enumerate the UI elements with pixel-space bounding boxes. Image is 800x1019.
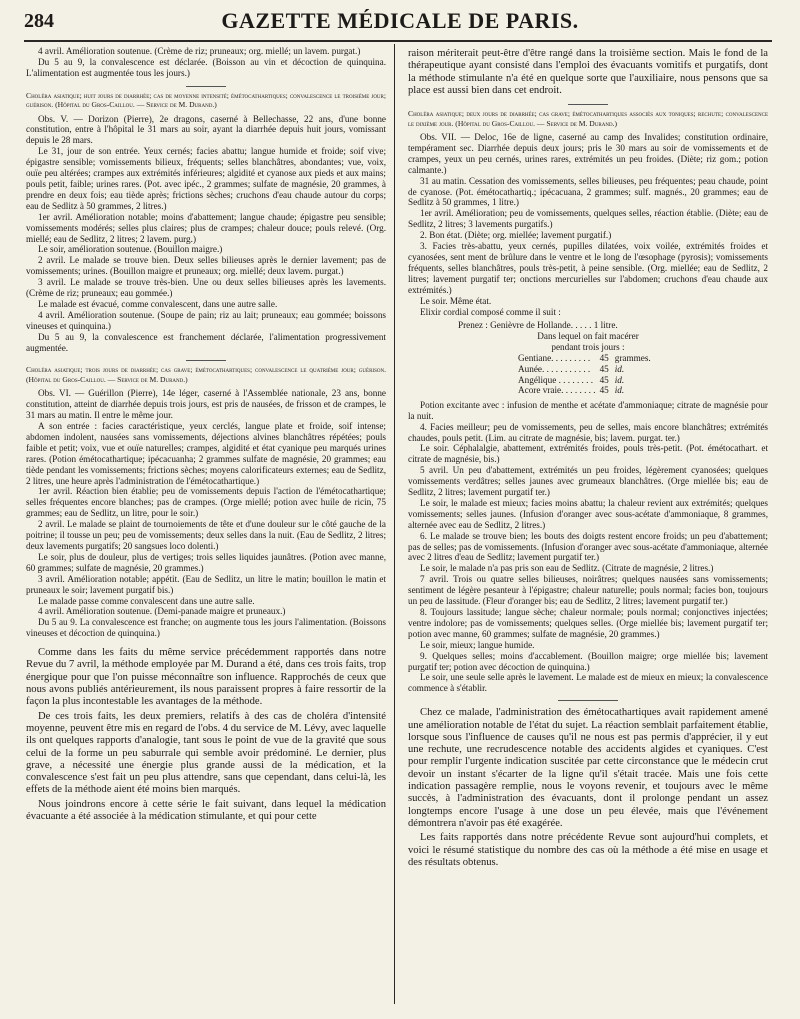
observation-7	[408, 132, 768, 176]
case-heading-7: Choléra asiatique; deux jours de diarrhée; cas grave; émétocathartiques associés aux toniques; rechute; convalescence le dixième jour. (Hôpital du Gros-Caillou. — Service de M. Durand.)	[408, 104, 768, 128]
recipe-table	[516, 353, 653, 395]
paragraph: 4 avril. Amélioration soutenue. (Demi-panade maigre et pruneaux.)	[38, 606, 286, 617]
recipe-line: pendant trois jours :	[551, 342, 625, 353]
ingredient-unit: id.	[614, 364, 625, 374]
ingredient-unit: id.	[614, 385, 625, 396]
recipe-row	[516, 375, 653, 386]
paragraph: 2. Bon état. (Diète; org. miellée; lavement purgatif.)	[420, 230, 612, 241]
ingredient-unit: grammes.	[614, 353, 651, 364]
case-heading-6: Choléra asiatique; trois jours de diarrhée; cas grave; émétocathartiques; convalescence le quatrième jour; guérison. (Hôpital du Gros-Caillou. — Service de M. Durand.)	[26, 360, 386, 384]
ingredient-qty: 45	[599, 353, 609, 364]
paragraph: 4 avril. Amélioration soutenue. (Soupe de pain; riz au lait; pruneaux; eau gommée; boissons vineuses et quinquina.)	[26, 309, 386, 331]
paragraph: Le malade est évacué, comme convalescent, dans une autre salle.	[38, 298, 278, 309]
ingredient-qty: 45	[599, 385, 609, 396]
ingredient-unit: id.	[614, 374, 625, 385]
recipe-block	[408, 320, 768, 395]
observation-text: — Deloc, 16e de ligne, caserné au camp des Invalides; constitution ordinaire, tempérament sec. Diarrhée depuis deux jours; pris le 30 mars au soir de vomissements et de crampes, yeux un peu cernés, urines rares, extrémités un peu froides. (Diète; riz gom.; potion calmante.)	[408, 132, 769, 175]
commentary-paragraph: Les faits rapportés dans notre précédente Revue sont aujourd'hui complets, et voici le résumé statistique du nombre des cas où la méthode a été mise en usage et des résultats obtenus.	[408, 832, 768, 868]
paragraph: 31 au matin. Cessation des vomissements, selles bilieuses, peu fréquentes; peau chaude, point de cyanose. (Pot. émétocathartiq.; ipécacuana, 2 grammes; sulf. magnés., 20 grammes; eau de Sedlitz à 50 grammes, 1 litre.)	[408, 175, 768, 208]
page-number: 284	[24, 10, 54, 32]
paragraph: 4 avril. Amélioration soutenue. (Crème de riz; pruneaux; org. miellé; un lavem. purgat.)	[38, 46, 361, 56]
paragraph: Le 31, jour de son entrée. Yeux cernés; facies abattu; langue humide et froide; soif vive; épigastre sensible; vomissements bilieux, fréquents; selles blanchâtres, abondantes; vue, voix, ouïe peu altérées; crampes aux extrémités inférieures; algidité et cyanose aux pieds et aux mains; pouls petit, faible; urines rares. (Pot. avec ipéc., 2 grammes; sulfate de magnésie, 20 grammes, à prendre en deux fois; eau tiède après; frictions sèches; cruchons d'eau chaude autour du corps; eau de Sedlitz à 50 grammes, 2 litres.)	[26, 146, 386, 211]
ingredient-name: Aunée. . . . . . . . . . .	[518, 364, 591, 374]
paragraph: 9. Quelques selles; moins d'accablement. (Bouillon maigre; orge miellée bis; lavement purgatif ter; potion avec décoction de quinquina.)	[408, 650, 768, 672]
observation-text: — Dorizon (Pierre), 2e dragons, caserné à Bellechasse, 22 ans, d'une bonne constitution, entre à l'hôpital le 31 mars au soir, ayant la diarrhée depuis huit jours, vomissant depuis le 28 mars.	[26, 113, 387, 146]
commentary-paragraph: De ces trois faits, les deux premiers, relatifs à des cas de choléra d'intensité moyenne, peuvent être mis en regard de l'obs. 4 du service de M. Lévy, avec laquelle ils ont quelques rapports d'analogie, tant sous le point de vue de la gravité que sous celui de la forme un peu saburrale qui semble avoir prédominé. Le dernier, plus grave, a nécessité une énergie plus grande aussi de la médication, et la convalescence s'est fait un peu plus attendre, sans que cependant, dans celui-là, les effets de la méthode aient été moins bien marqués.	[26, 710, 386, 796]
paragraph: Le soir, plus de douleur, plus de vertiges; trois selles liquides jaunâtres. (Potion avec manne, 60 grammes; sulfate de magnésie, 20 grammes.)	[26, 551, 386, 573]
paragraph: Le malade passe comme convalescent dans une autre salle.	[38, 595, 255, 606]
paragraph: Du 5 au 9. La convalescence est franche; on augmente tous les jours l'alimentation. (Boissons vineuses et décoction de quinquina.)	[26, 617, 386, 639]
paragraph: Le soir, mieux; langue humide.	[420, 639, 535, 650]
paragraph: Le soir. Même état.	[420, 295, 492, 306]
paragraph: 1er avril. Amélioration; peu de vomissements, quelques selles, réaction établie. (Diète; eau de Sedlitz, 2 litres; 3 lavements purgatifs.)	[408, 208, 768, 230]
ingredient-qty: 45	[599, 364, 609, 374]
observation-label: Obs. V.	[38, 113, 69, 124]
recipe-row	[516, 385, 653, 396]
ingredient-name: Gentiane. . . . . . . . .	[518, 353, 591, 364]
paragraph: 3 avril. Le malade se trouve très-bien. Une ou deux selles bilieuses après les lavements. (Crème de riz; pruneaux; eau gommée.)	[26, 277, 386, 299]
paragraph: Elixir cordial composé comme il suit :	[420, 306, 561, 317]
paragraph: 1er avril. Réaction bien établie; peu de vomissements depuis l'action de l'émétocathartique; selles fréquentes encore blanches; pas de crampes. (Orge miellé; potion avec huile de ricin, 75 grammes; eau de Sedlitz, un litre, pour le soir.)	[26, 486, 386, 519]
paragraph: Du 5 au 9, la convalescence est déclarée. (Boisson au vin et décoction de quinquina. L'alimentation est augmentée tous les jours.)	[26, 56, 386, 78]
paragraph: A son entrée : facies caractéristique, yeux cerclés, langue plate et froide, soif intense; abdomen indolent, nausées sans vomissements, déjections alvines blanchâtres répétées; pouls faible et petit; voix, vue et ouïe naturelles; crampes, algidité et état cyanique peu marqués urines rares. (Potion émétocathartique; ipécacuanha; 2 grammes sulfate de magnésie, 20 grammes; eau tiède pendant les vomissements; frictions sèches; moyens calorificateurs externes; eau de Sedlitz, 2 litres, une heure après l'administration de l'émétocathartique.)	[26, 421, 386, 486]
paragraph: Le soir, une seule selle après le lavement. Le malade est de mieux en mieux; la convalescence commence à s'établir.	[408, 672, 768, 694]
paragraph: 8. Toujours lassitude; langue sèche; chaleur normale; pouls normal; conjonctives injectées; ventre indolore; pas de vomissements; quelques selles. (Orge miellée bis; lavement purgatif ter; potion avec manne, 60 grammes; sulfate de magnésie, 20 grammes.)	[408, 607, 768, 639]
commentary-paragraph: Comme dans les faits du même service précédemment rapportés dans notre Revue du 7 avril, la méthode employée par M. Durand a été, dans ces trois faits, trop énergique pour que l'on puisse méconnaître son influence. Rapprochés de ceux que nous avons publiés antérieurement, ils nous paraissent propres à faire ressortir de la façon la plus incontestable les avantages de la méthode.	[26, 647, 386, 708]
paragraph: 2 avril. Le malade se trouve bien. Deux selles bilieuses après le dernier lavement; pas de vomissements; urines. (Bouillon maigre et pruneaux; org. miellé; deux lavem. purgat.)	[26, 255, 386, 277]
commentary-paragraph: raison mériterait peut-être d'être rangé dans la troisième section. Mais le fond de la thérapeutique ayant consisté dans l'emploi des évacuants vomitifs et purgatifs, dont la méthode stimulante n'a été en quelque sorte que l'auxiliaire, nous pensons que sa place est aussi bien dans cet endroit.	[408, 48, 768, 96]
paragraph: 2 avril. Le malade se plaint de tournoiements de tête et d'une douleur sur le côté gauche de la poitrine; il tousse un peu; peu de vomissements; deux selles dans la nuit. (Eau de Sedlitz, 2 litres; deux lavements purgatifs; 20 sangsues loco dolenti.)	[26, 519, 386, 551]
paragraph: 1er avril. Amélioration notable; moins d'abattement; langue chaude; épigastre peu sensible; vomissements modérés; selles plus claires; plus de crampes; chaleur douce; pouls relevé. (Org. miellé; eau de Sedlitz, 2 litres; 2 lavem. purg.)	[26, 211, 386, 244]
observation-text: — Guérillon (Pierre), 14e léger, caserné à l'Assemblée nationale, 23 ans, bonne constitution, atteint de diarrhée depuis trois jours, est pris de nausées, de frisson et de crampes, le 31 mars au matin. Il entre le même jour.	[26, 388, 386, 421]
recipe-row	[516, 353, 653, 364]
recipe-prenez-qty: 1 litre.	[593, 320, 618, 331]
commentary-paragraph: Chez ce malade, l'administration des émétocathartiques avait rapidement amené une amélioration notable de l'état du sujet. La réaction semblait parfaitement établie, lorsque sous l'influence de causes qu'il ne nous est pas permis d'apprécier, il y eut une rechute, une recrudescence notable des accidents algides et cyaniques. C'est pour remplir l'urgente indication suscitée par cette circonstance que le médecin crut devoir un instant s'écarter de la ligne qu'il s'était tracée. Mais une fois cette indication passagère remplie, nous le voyons revenir, et toujours avec le même succès, à l'administration des évacuants, dont il prolonge pendant un assez longtemps encore l'usage à une dose un peu élevée, mais que l'événement démontrera n'avoir pas été exagérée.	[408, 707, 768, 829]
ingredient-name: Acore vraie. . . . . . . .	[518, 385, 596, 396]
observation-5	[26, 114, 386, 147]
paragraph: 5 avril. Un peu d'abattement, extrémités un peu froides, légèrement cyanosées; quelques vomissements verdâtres; selles jaunes avec grumeaux blanchâtres. (Orge miellée bis; eau de Sedlitz, 2 litres; lavement purgatif ter.)	[408, 465, 768, 498]
column-divider	[394, 44, 395, 1004]
observation-label: Obs. VII.	[420, 132, 457, 142]
paragraph: Le soir, le malade est mieux; facies moins abattu; la chaleur revient aux extrémités; quelques vomissements; selles jaunes. (Infusion d'oranger avec sous-acétate d'ammoniaque, 8 grammes, alternée avec eau de Sedlitz, 2 litres.)	[408, 497, 768, 530]
left-column	[26, 46, 386, 823]
recipe-line: Dans lequel on fait macérer	[537, 331, 639, 342]
paragraph: 3 avril. Amélioration notable; appétit. (Eau de Sedlitz, un litre le matin; bouillon le matin et pruneaux le soir; lavement purgatif bis.)	[26, 573, 386, 595]
recipe-row	[516, 364, 653, 375]
ingredient-name: Angélique . . . . . . . .	[518, 374, 594, 385]
commentary-paragraph: Nous joindrons encore à cette série le fait suivant, dans lequel la médication évacuante a été associée à la médication stimulante, et qui pour cette	[26, 798, 386, 822]
paragraph: Du 5 au 9, la convalescence est franchement déclarée, l'alimentation progressivement augmentée.	[26, 331, 386, 353]
paragraph: Le soir, amélioration soutenue. (Bouillon maigre.)	[38, 244, 223, 255]
recipe-prenez	[408, 320, 768, 331]
paragraph: 7 avril. Trois ou quatre selles bilieuses, noirâtres; quelques nausées sans vomissements; sentiment de légère pesanteur à l'épigastre; chaleur naturelle; pouls normal; facies bon, toujours un peu de lassitude. (Fleur d'oranger bis; eau de Sedlitz, 2 litres; lavement purgatif ter.)	[408, 574, 768, 607]
ingredient-qty: 45	[599, 374, 609, 385]
paragraph: 3. Facies très-abattu, yeux cernés, pupilles dilatées, voix voilée, extrémités froides et cyanosées, sent ment de brûlure dans le ventre et le long de l'œsophage (pyrosis); vomissements fréquents, selles blanchâtres, pouls très-petit, à peine sensible. (Org. miellée; eau de Sedlitz, 2 litres; lavement purgatif ter; onctions mercurielles sur l'abdomen; cruchons d'eau chaude aux extrémités.)	[408, 241, 768, 295]
paragraph: Potion excitante avec : infusion de menthe et acétate d'ammoniaque; citrate de magnésie pour la nuit.	[408, 399, 768, 421]
observation-label: Obs. VI.	[38, 388, 71, 399]
case-heading-5: Choléra asiatique; huit jours de diarrhée; cas de moyenne intensité; émétocathartiques; convalescence le troisième jour; guérison. (Hôpital du Gros-Caillou. — Service de M. Durand.)	[26, 86, 386, 110]
right-column	[408, 46, 768, 869]
paragraph: Le soir. Céphalalgie, abattement, extrémités froides, pouls très-petit. (Pot. émétocathart. et citrate de magnésie, bis.)	[408, 443, 768, 465]
paragraph: 4. Facies meilleur; peu de vomissements, peu de selles, mais encore blanchâtres; extrémités chaudes, pouls petit. (Lim. au citrate de magnésie, bis; lavem. purgat. ter.)	[408, 421, 768, 443]
observation-6	[26, 388, 386, 421]
journal-title: GAZETTE MÉDICALE DE PARIS.	[221, 8, 579, 33]
paragraph: Le soir, le malade n'a pas pris son eau de Sedlitz. (Citrate de magnésie, 2 litres.)	[420, 563, 714, 574]
recipe-prenez-label: Prenez : Genièvre de Hollande. . . . .	[458, 320, 592, 331]
header-rule	[24, 40, 772, 42]
paragraph: 6. Le malade se trouve bien; les bouts des doigts restent encore froids; un peu d'abattement; pas de selles; pas de vomissements. (Infusion d'oranger avec sous-acétate d'ammoniaque, alternée avec 2 litres d'eau de Sedlitz; lavement purgatif ter.)	[408, 530, 768, 563]
page-header	[24, 8, 776, 38]
section-separator	[558, 700, 618, 701]
